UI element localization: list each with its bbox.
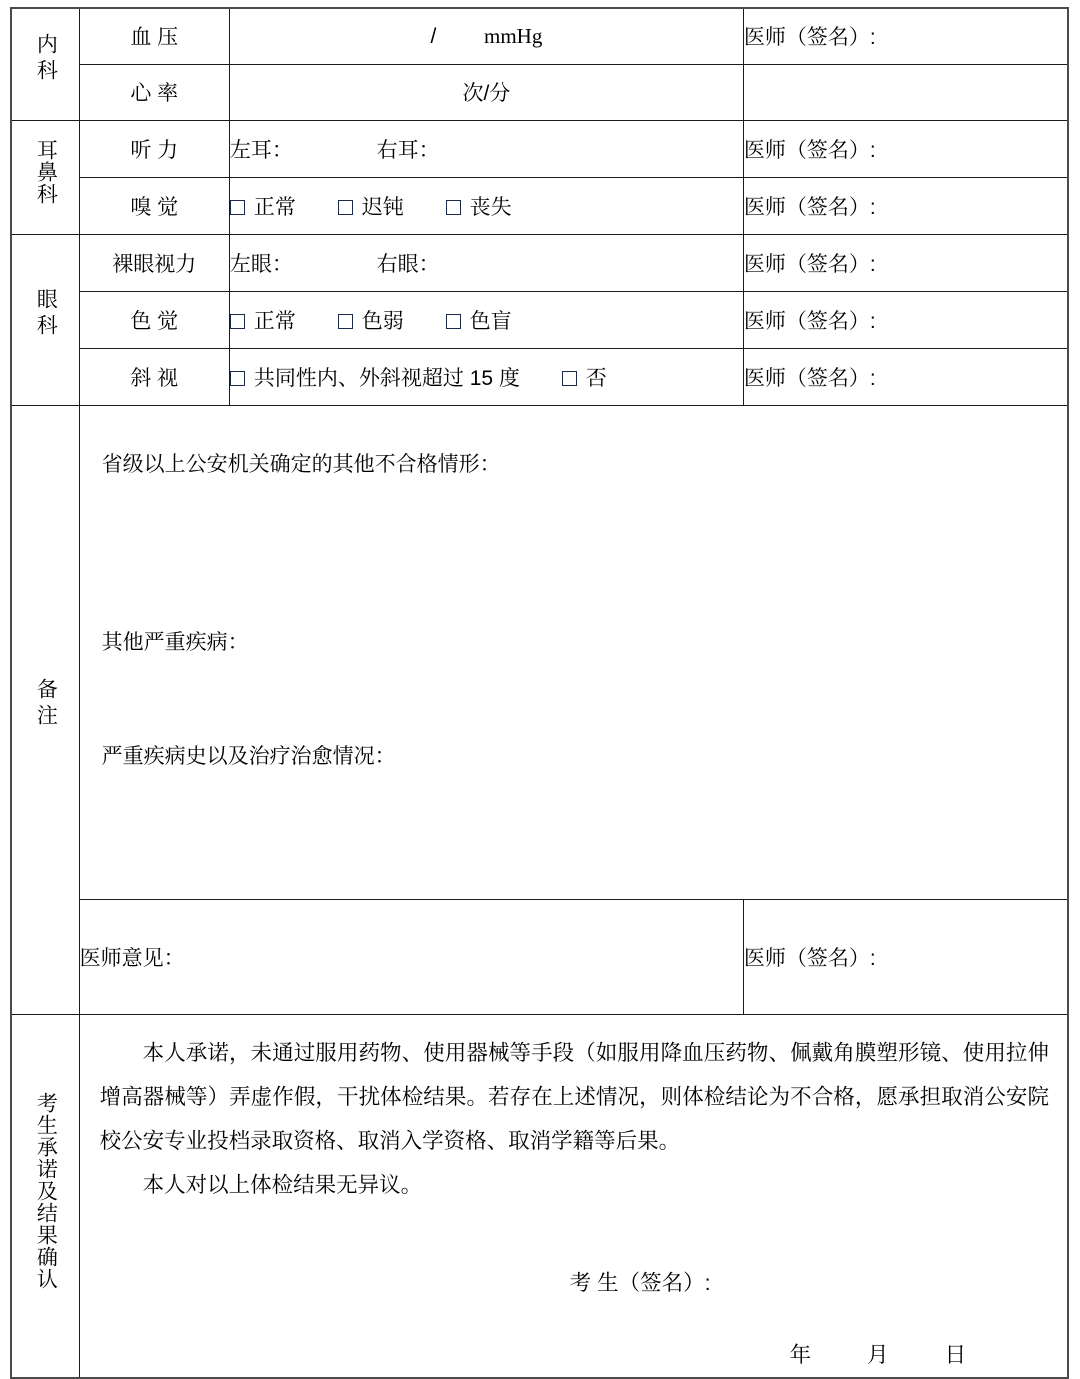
hearing-left-field: 左耳：	[229, 138, 293, 162]
vision-left-field: 左眼：	[229, 252, 293, 276]
table-row	[11, 234, 1068, 291]
checkbox-option-smell-lost[interactable]: 丧失	[446, 191, 512, 221]
remarks-label: 备注	[11, 405, 79, 1014]
item-label-heart-rate: 心 率	[79, 64, 229, 120]
table-row	[11, 1014, 1068, 1378]
item-label-color-vision: 色 觉	[79, 291, 229, 348]
table-row	[11, 8, 1068, 64]
department-label-internal-medicine: 内科	[11, 8, 79, 120]
doctor-signature-hearing[interactable]: 医师（签名）:	[743, 120, 1068, 177]
value-hearing[interactable]	[229, 120, 743, 177]
remarks-body[interactable]	[79, 405, 1068, 899]
physical-examination-table	[10, 7, 1069, 1379]
value-heart-rate[interactable]: 次/分	[229, 64, 743, 120]
examinee-signature-line[interactable]: 考 生（签名）:	[569, 1270, 711, 1295]
table-row	[11, 405, 1068, 899]
checkbox-icon[interactable]	[230, 314, 245, 329]
date-year-label: 年	[789, 1342, 812, 1367]
date-day-label: 日	[944, 1342, 967, 1367]
checkbox-icon[interactable]	[446, 314, 461, 329]
remarks-other-disqualifying: 省级以上公安机关确定的其他不合格情形：	[101, 452, 501, 476]
date-line[interactable]	[100, 1333, 1049, 1377]
date-month-label: 月	[867, 1342, 889, 1367]
table-row	[11, 177, 1068, 234]
checkbox-option-color-weak[interactable]: 色弱	[338, 305, 404, 335]
pledge-paragraph-2: 本人对以上体检结果无异议。	[142, 1172, 423, 1197]
checkbox-option-color-normal[interactable]: 正常	[230, 305, 296, 335]
department-label-ophthalmology: 眼科	[11, 234, 79, 405]
vision-right-field: 右眼：	[376, 252, 440, 276]
value-blood-pressure[interactable]	[229, 8, 743, 64]
doctor-signature-internal-medicine[interactable]: 医师（签名）:	[743, 8, 1068, 64]
department-label-ent: 耳鼻科	[11, 120, 79, 234]
table-row	[11, 899, 1068, 1014]
doctor-signature-smell[interactable]: 医师（签名）:	[743, 177, 1068, 234]
bp-unit: mmHg	[483, 23, 543, 48]
item-label-naked-vision: 裸眼视力	[79, 234, 229, 291]
checkbox-icon[interactable]	[338, 314, 353, 329]
checkbox-icon[interactable]	[446, 200, 461, 215]
doctor-signature-strabismus[interactable]: 医师（签名）:	[743, 348, 1068, 405]
checkbox-option-color-blind[interactable]: 色盲	[446, 305, 512, 335]
value-color-vision	[229, 291, 743, 348]
checkbox-option-smell-dull[interactable]: 迟钝	[338, 191, 404, 221]
remarks-illness-history: 严重疾病史以及治疗治愈情况：	[101, 745, 396, 768]
checkbox-icon[interactable]	[230, 371, 245, 386]
item-label-blood-pressure: 血 压	[79, 8, 229, 64]
doctor-opinion-field[interactable]: 医师意见：	[79, 899, 743, 1014]
remarks-other-serious-illness: 其他严重疾病：	[101, 630, 249, 654]
checkbox-option-strabismus-over-15-deg[interactable]: 共同性内、外斜视超过 15 度	[230, 362, 520, 392]
value-strabismus	[229, 348, 743, 405]
value-naked-vision[interactable]	[229, 234, 743, 291]
doctor-signature-opinion[interactable]: 医师（签名）:	[743, 899, 1068, 1014]
table-row	[11, 64, 1068, 120]
item-label-smell: 嗅 觉	[79, 177, 229, 234]
checkbox-icon[interactable]	[338, 200, 353, 215]
item-label-hearing: 听 力	[79, 120, 229, 177]
doctor-signature-color-vision[interactable]: 医师（签名）:	[743, 291, 1068, 348]
table-row	[11, 120, 1068, 177]
checkbox-option-smell-normal[interactable]: 正常	[230, 191, 296, 221]
pledge-paragraph-1: 本人承诺，未通过服用药物、使用器械等手段（如服用降血压药物、佩戴角膜塑形镜、使用拉伸增高器械等）弄虚作假，干扰体检结果。若存在上述情况，则体检结论为不合格，愿承担取消公安院校公安专业投档录取资格、取消入学资格、取消学籍等后果。	[99, 1040, 1049, 1153]
pledge-label: 考生承诺及结果确认	[11, 1014, 79, 1378]
bp-slash: /	[430, 24, 437, 48]
value-smell	[229, 177, 743, 234]
checkbox-icon[interactable]	[230, 200, 245, 215]
doctor-signature-naked-vision[interactable]: 医师（签名）:	[743, 234, 1068, 291]
checkbox-icon[interactable]	[562, 371, 577, 386]
checkbox-option-strabismus-no[interactable]: 否	[562, 362, 607, 392]
item-label-strabismus: 斜 视	[79, 348, 229, 405]
table-row	[11, 291, 1068, 348]
hearing-right-field: 右耳：	[376, 138, 440, 162]
pledge-body	[79, 1014, 1068, 1378]
table-row	[11, 348, 1068, 405]
